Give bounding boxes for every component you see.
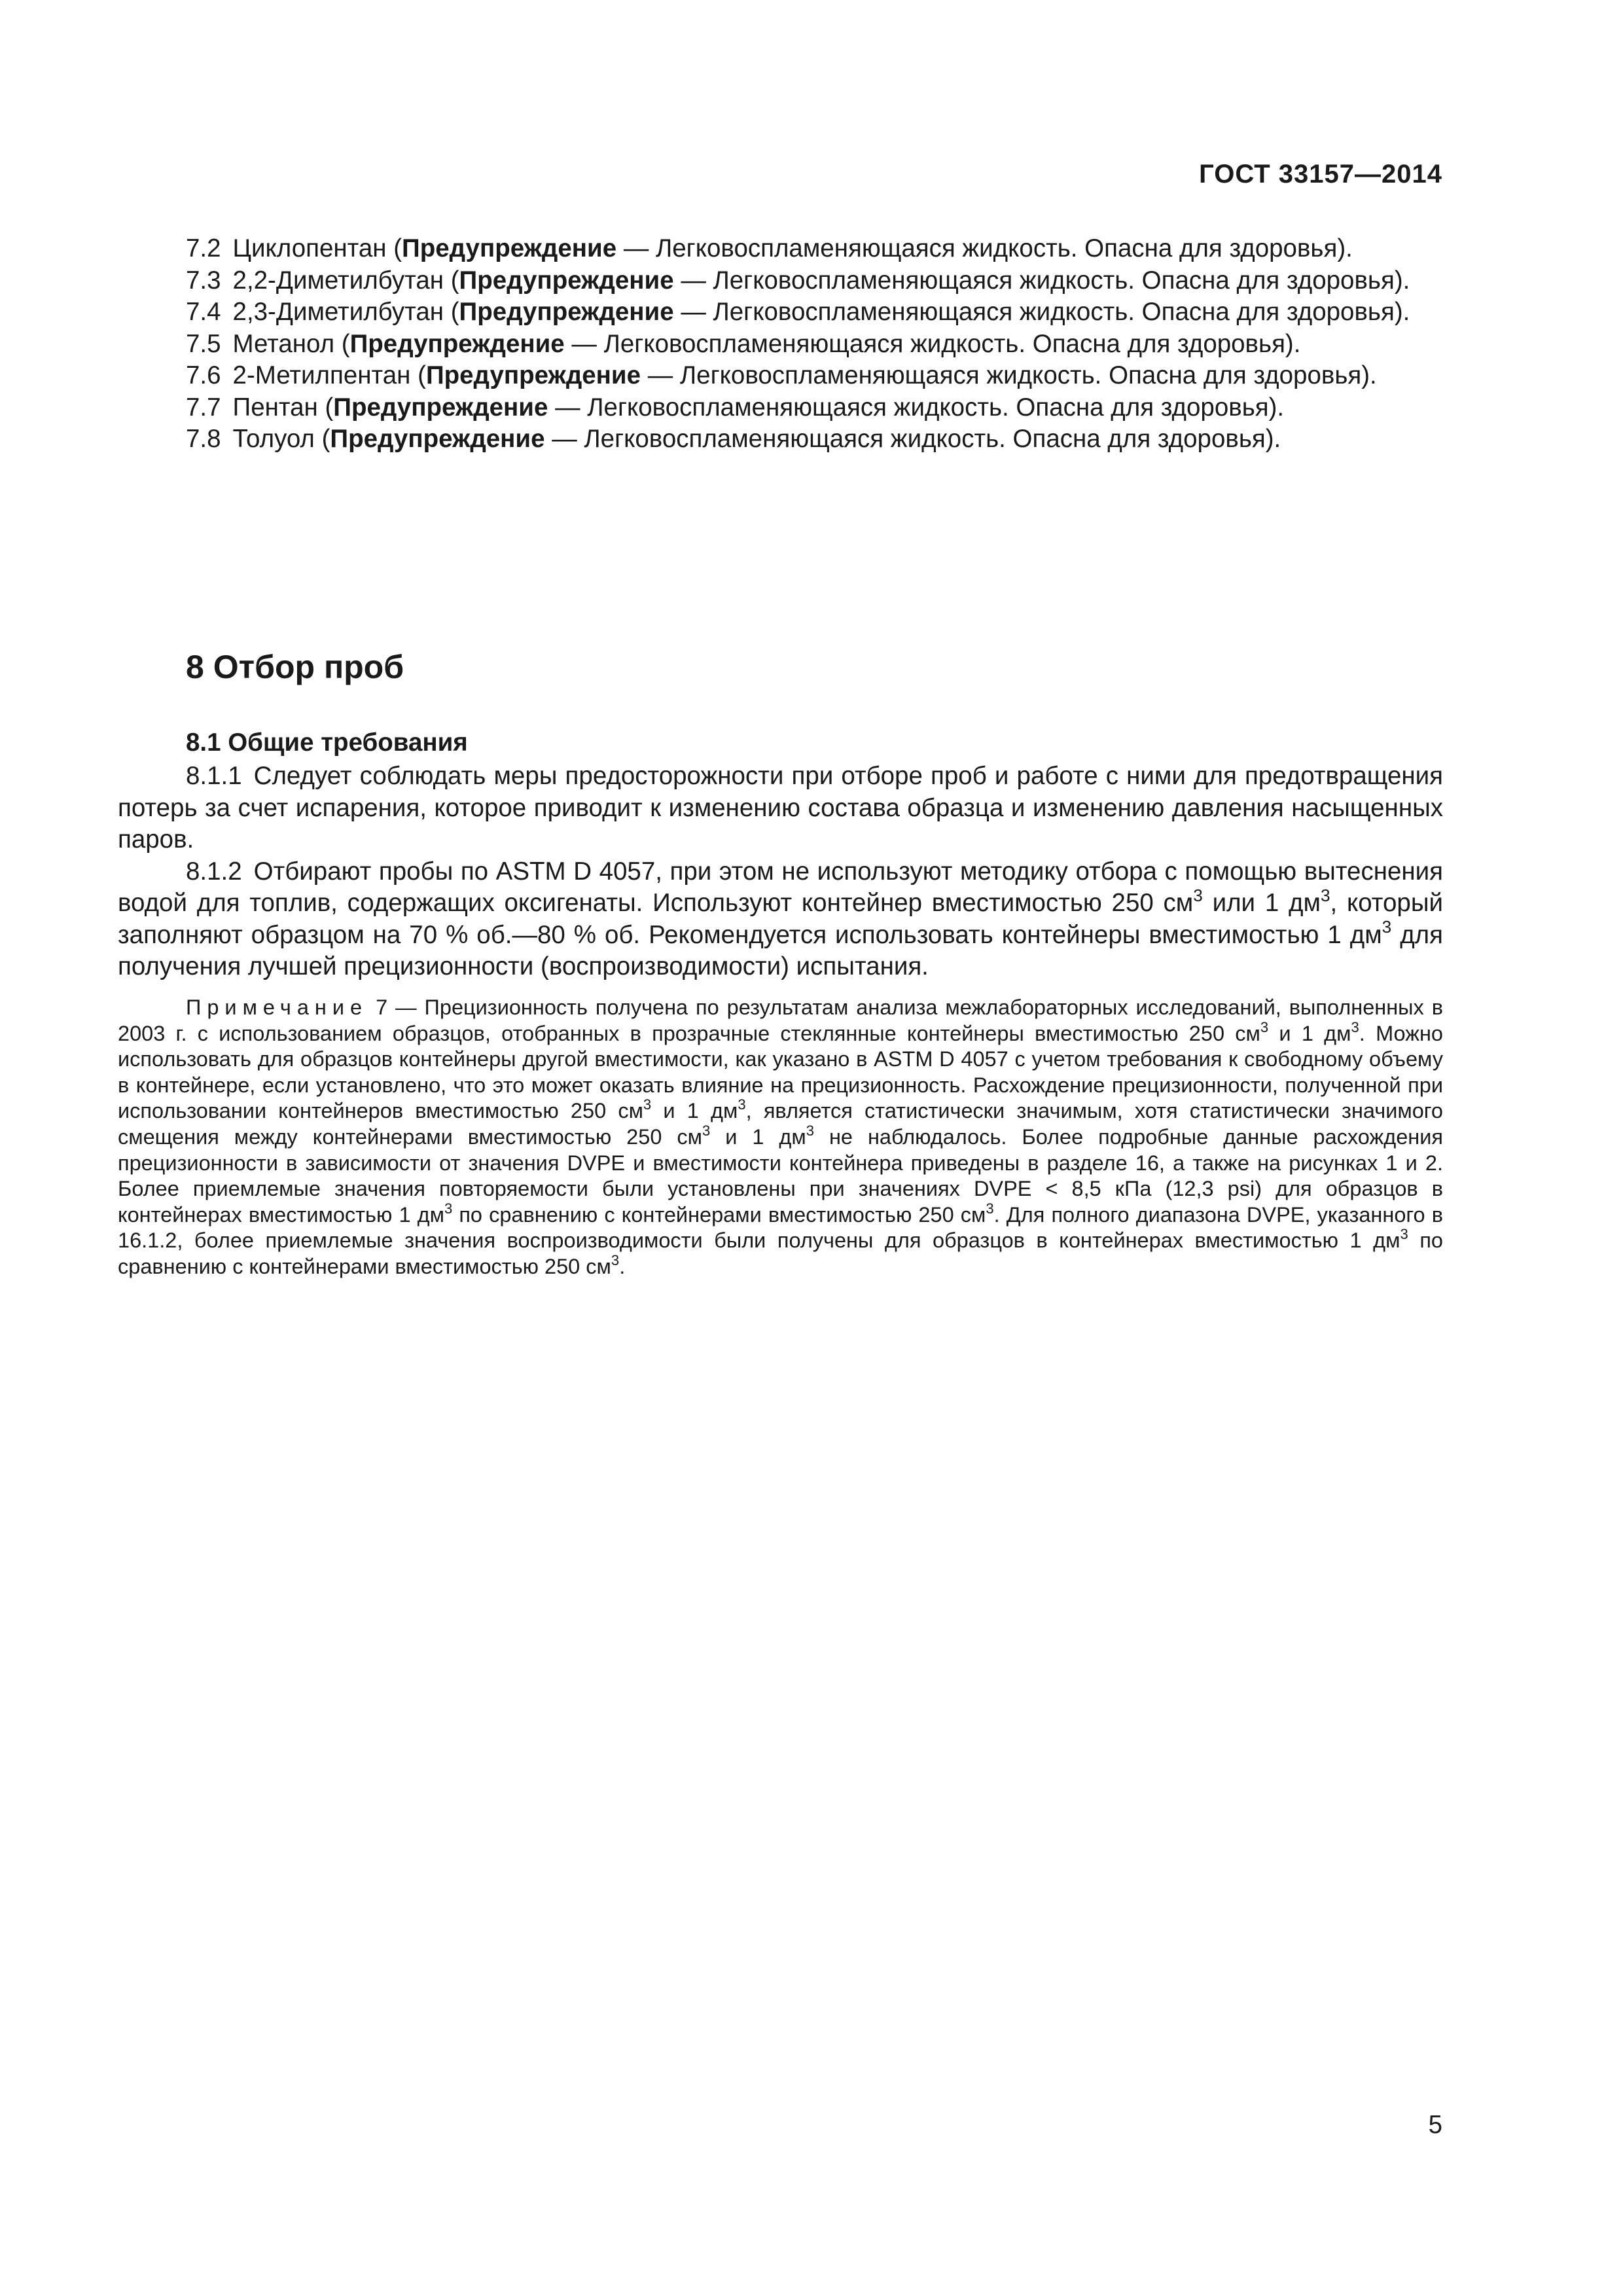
- document-code: ГОСТ 33157—2014: [1199, 160, 1442, 188]
- subsection-title: 8.1 Общие требования: [186, 728, 468, 757]
- warning-item: 7.5 Метанол (Предупреждение — Легковоспламеняющаяся жидкость. Опасна для здоровья).: [186, 329, 1301, 358]
- paragraph-8-1-2: 8.1.2 Отбирают пробы по ASTM D 4057, при этом не используют методику отбора с помощью вытеснения водой для топлив, содержащих оксигенаты. Используют контейнер вместимостью 250 $см^3$ или 1 $дм^3$, который заполняют образцом на 70 % об.—80 % об. Рекомендуется использовать контейнеры вместимостью 1 $дм^3$ для получения лучшей прецизионности (воспроизводимости) испытания.: [118, 857, 1443, 980]
- note-label: Примечание: [186, 996, 368, 1019]
- warning-item: 7.8 Толуол (Предупреждение — Легковоспламеняющаяся жидкость. Опасна для здоровья).: [186, 425, 1281, 453]
- sampling-paragraphs: [118, 761, 1443, 983]
- warning-item: 7.3 2,2-Диметилбутан (Предупреждение — Легковоспламеняющаяся жидкость. Опасна для здоровья).: [186, 266, 1410, 295]
- section-title: 8 Отбор проб: [186, 649, 404, 685]
- warning-item: 7.2 Циклопентан (Предупреждение — Легковоспламеняющаяся жидкость. Опасна для здоровья).: [186, 234, 1353, 262]
- page-number: 5: [1428, 2111, 1442, 2139]
- warning-item: 7.4 2,3-Диметилбутан (Предупреждение — Легковоспламеняющаяся жидкость. Опасна для здоровья).: [186, 298, 1410, 326]
- note-7: Примечание 7 — Прецизионность получена по результатам анализа межлабораторных исследований, выполненных в 2003 г. с использованием образцов, отобранных в прозрачные стеклянные контейнеры вместимостью 250 $см^3$ и 1 $дм^3$. Можно использовать для образцов контейнеры другой вместимости, как указано в ASTM D 4057 с учетом требования к свободному объему в контейнере, если установлено, что это может оказать влияние на прецизионность. Расхождение прецизионности, полученной при использовании контейнеров вместимостью 250 $см^3$ и 1 $дм^3$, является статистически значимым, хотя статистически значимого смещения между контейнерами вместимостью 250 $см^3$ и 1 $дм^3$ не наблюдалось. Более подробные данные расхождения прецизионности в зависимости от значения DVPE и вместимости контейнера приведены в разделе 16, а также на рисунках 1 и 2. Более приемлемые значения повторяемости были установлены при значениях DVPE < 8,5 кПа (12,3 psi) для образцов в контейнерах вместимостью 1 $дм^3$ по сравнению с контейнерами вместимостью 250 $см^3$. Для полного диапазона DVPE, указанного в 16.1.2, более приемлемые значения воспроизводимости были получены для образцов в контейнерах вместимостью 1 $дм^3$ по сравнению с контейнерами вместимостью 250 $см^3$.: [118, 996, 1443, 1278]
- warning-item: 7.6 2-Метилпентан (Предупреждение — Легковоспламеняющаяся жидкость. Опасна для здоровья).: [186, 361, 1377, 389]
- paragraph-8-1-1: 8.1.1 Следует соблюдать меры предосторожности при отборе проб и работе с ними для предотвращения потерь за счет испарения, которое приводит к изменению состава образца и изменению давления насыщенных паров.: [118, 762, 1443, 853]
- warning-item: 7.7 Пентан (Предупреждение — Легковоспламеняющаяся жидкость. Опасна для здоровья).: [186, 393, 1285, 422]
- warnings-list: [118, 233, 1443, 456]
